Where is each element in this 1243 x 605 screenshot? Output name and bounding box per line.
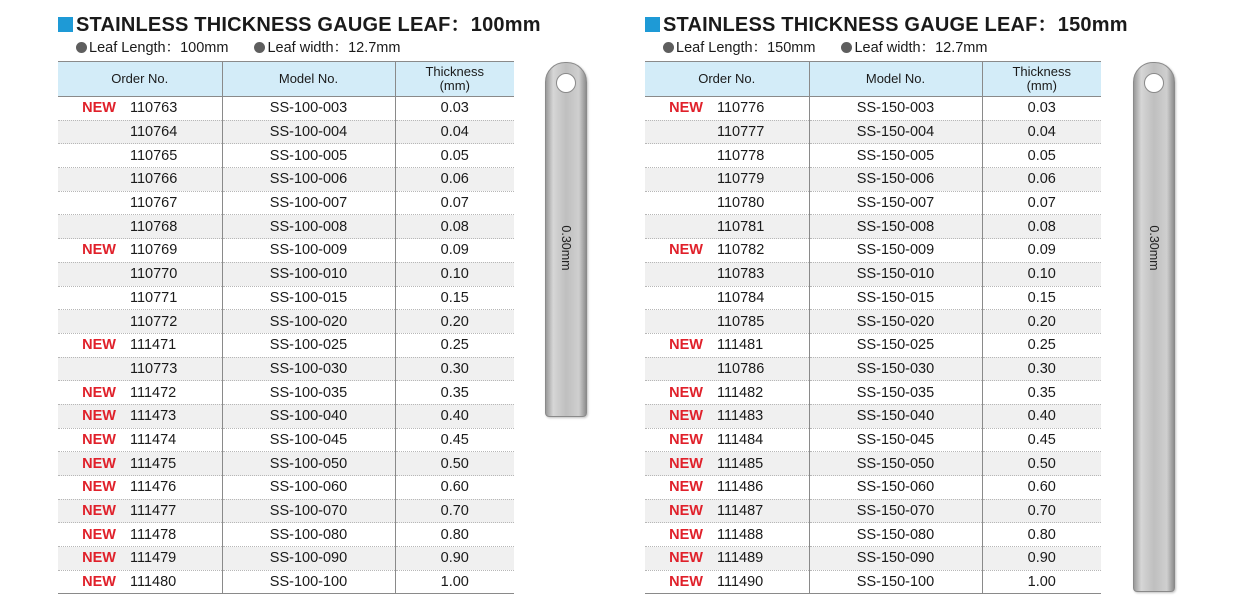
col-header-order: Order No. <box>645 62 809 97</box>
order-number: 110764 <box>130 124 178 141</box>
order-number: 110778 <box>717 147 765 164</box>
table-row <box>58 357 514 381</box>
table-row <box>58 499 514 523</box>
order-cell <box>58 547 222 571</box>
section-title-text: STAINLESS THICKNESS GAUGE LEAF：150mm <box>663 14 1128 36</box>
table-row <box>58 97 514 121</box>
model-number: SS-150-050 <box>809 452 982 476</box>
thickness-value: 0.50 <box>395 452 514 476</box>
table-row <box>645 452 1101 476</box>
thickness-value: 0.35 <box>395 381 514 405</box>
table-row <box>645 381 1101 405</box>
thickness-value: 0.25 <box>395 333 514 357</box>
model-number: SS-150-060 <box>809 476 982 500</box>
model-number: SS-100-050 <box>222 452 395 476</box>
bullet-dot-icon <box>663 42 674 53</box>
new-badge: NEW <box>669 242 703 259</box>
table-row <box>645 404 1101 428</box>
thickness-value: 0.45 <box>395 428 514 452</box>
order-cell <box>58 239 222 263</box>
order-number: 110786 <box>717 360 765 377</box>
thickness-value: 0.40 <box>395 404 514 428</box>
col-header-model: Model No. <box>809 62 982 97</box>
section-title <box>645 8 1128 37</box>
new-badge: NEW <box>669 479 703 496</box>
order-cell <box>58 191 222 215</box>
order-cell <box>645 168 809 192</box>
new-badge: NEW <box>669 384 703 401</box>
spec-leaf-length <box>76 40 228 56</box>
table-row <box>58 310 514 334</box>
new-badge: NEW <box>82 431 116 448</box>
section-title <box>58 8 541 37</box>
order-cell <box>58 499 222 523</box>
blue-square-icon <box>58 17 73 32</box>
spec-leaf-width <box>254 40 400 56</box>
spec-leaf-width-text: Leaf width：12.7mm <box>854 40 988 56</box>
order-number: 110781 <box>717 218 765 235</box>
bullet-dot-icon <box>76 42 87 53</box>
new-badge: NEW <box>669 550 703 567</box>
new-badge: NEW <box>82 526 116 543</box>
order-number: 110784 <box>717 289 765 306</box>
order-number: 111478 <box>130 526 177 543</box>
model-number: SS-150-007 <box>809 191 982 215</box>
thickness-value: 0.90 <box>982 547 1101 571</box>
order-cell <box>58 570 222 594</box>
thickness-value: 0.04 <box>982 120 1101 144</box>
order-number: 111473 <box>130 408 177 425</box>
table-row <box>645 144 1101 168</box>
order-number: 110769 <box>130 242 178 259</box>
table-row <box>645 191 1101 215</box>
order-number: 111476 <box>130 479 177 496</box>
table-row <box>645 97 1101 121</box>
order-number: 110777 <box>717 124 765 141</box>
col-header-thickness: Thickness (mm) <box>982 62 1101 97</box>
model-number: SS-150-020 <box>809 310 982 334</box>
model-number: SS-150-025 <box>809 333 982 357</box>
model-number: SS-150-045 <box>809 428 982 452</box>
thickness-value: 0.07 <box>395 191 514 215</box>
table-row <box>58 262 514 286</box>
order-number: 111479 <box>130 550 177 567</box>
table-row <box>58 120 514 144</box>
order-number: 110782 <box>717 242 765 259</box>
model-number: SS-100-005 <box>222 144 395 168</box>
thickness-value: 0.06 <box>395 168 514 192</box>
order-cell <box>58 144 222 168</box>
model-number: SS-100-030 <box>222 357 395 381</box>
leaf-hole <box>556 73 576 93</box>
order-cell <box>58 120 222 144</box>
order-number: 110770 <box>130 266 178 283</box>
thickness-value: 0.90 <box>395 547 514 571</box>
order-number: 110783 <box>717 266 765 283</box>
leaf-thickness-mark: 0.30mm <box>559 225 573 271</box>
order-cell <box>645 428 809 452</box>
new-badge: NEW <box>82 242 116 259</box>
thickness-value: 0.35 <box>982 381 1101 405</box>
order-number: 111485 <box>717 455 764 472</box>
thickness-value: 0.03 <box>395 97 514 121</box>
thickness-value: 0.15 <box>982 286 1101 310</box>
order-number: 110776 <box>717 100 765 117</box>
model-number: SS-150-004 <box>809 120 982 144</box>
gauge-leaf-illustration <box>1133 62 1175 592</box>
table-row <box>645 523 1101 547</box>
order-number: 110763 <box>130 100 178 117</box>
order-cell <box>645 333 809 357</box>
thickness-value: 0.06 <box>982 168 1101 192</box>
table-row <box>58 381 514 405</box>
table-row <box>645 570 1101 594</box>
order-cell <box>58 381 222 405</box>
thickness-value: 1.00 <box>395 570 514 594</box>
order-number: 110772 <box>130 313 178 330</box>
model-number: SS-150-100 <box>809 570 982 594</box>
table-row <box>645 262 1101 286</box>
thickness-value: 0.30 <box>395 357 514 381</box>
new-badge: NEW <box>82 550 116 567</box>
order-cell <box>58 523 222 547</box>
model-number: SS-150-008 <box>809 215 982 239</box>
table-row <box>58 191 514 215</box>
new-badge: NEW <box>82 408 116 425</box>
order-number: 111490 <box>717 574 764 591</box>
order-number: 111480 <box>130 574 177 591</box>
order-cell <box>58 452 222 476</box>
order-number: 110785 <box>717 313 765 330</box>
order-cell <box>645 286 809 310</box>
table-row <box>645 428 1101 452</box>
table-row <box>58 476 514 500</box>
table-row <box>58 286 514 310</box>
model-number: SS-100-090 <box>222 547 395 571</box>
order-cell <box>645 97 809 121</box>
model-number: SS-150-080 <box>809 523 982 547</box>
order-cell <box>645 310 809 334</box>
order-number: 111482 <box>717 384 764 401</box>
table-row <box>58 523 514 547</box>
col-header-model: Model No. <box>222 62 395 97</box>
model-number: SS-100-100 <box>222 570 395 594</box>
table-row <box>58 239 514 263</box>
model-number: SS-100-025 <box>222 333 395 357</box>
leaf-thickness-mark: 0.30mm <box>1147 225 1161 271</box>
thickness-value: 0.60 <box>395 476 514 500</box>
new-badge: NEW <box>669 337 703 354</box>
order-cell <box>645 120 809 144</box>
order-cell <box>645 570 809 594</box>
thickness-value: 0.09 <box>982 239 1101 263</box>
new-badge: NEW <box>82 100 116 117</box>
model-number: SS-150-009 <box>809 239 982 263</box>
order-cell <box>58 262 222 286</box>
new-badge: NEW <box>82 503 116 520</box>
thickness-value: 0.04 <box>395 120 514 144</box>
new-badge: NEW <box>82 479 116 496</box>
order-cell <box>645 499 809 523</box>
model-number: SS-100-040 <box>222 404 395 428</box>
col-header-thickness: Thickness (mm) <box>395 62 514 97</box>
thickness-value: 0.60 <box>982 476 1101 500</box>
spec-leaf-length-text: Leaf Length：100mm <box>89 40 229 56</box>
order-number: 110773 <box>130 360 178 377</box>
bullet-dot-icon <box>254 42 265 53</box>
spec-line <box>76 36 422 57</box>
thickness-value: 0.80 <box>395 523 514 547</box>
model-number: SS-150-030 <box>809 357 982 381</box>
order-cell <box>58 357 222 381</box>
model-number: SS-150-035 <box>809 381 982 405</box>
order-cell <box>58 476 222 500</box>
model-number: SS-100-008 <box>222 215 395 239</box>
thickness-value: 0.50 <box>982 452 1101 476</box>
order-cell <box>58 310 222 334</box>
spec-leaf-width <box>841 40 987 56</box>
thickness-value: 0.20 <box>395 310 514 334</box>
model-number: SS-150-090 <box>809 547 982 571</box>
order-number: 110765 <box>130 147 178 164</box>
model-number: SS-100-020 <box>222 310 395 334</box>
order-cell <box>645 547 809 571</box>
thickness-value: 0.70 <box>395 499 514 523</box>
model-number: SS-100-070 <box>222 499 395 523</box>
section-title-text: STAINLESS THICKNESS GAUGE LEAF：100mm <box>76 14 541 36</box>
table-row <box>645 286 1101 310</box>
spec-table <box>645 61 1101 594</box>
model-number: SS-150-010 <box>809 262 982 286</box>
order-number: 111486 <box>717 479 764 496</box>
order-cell <box>58 428 222 452</box>
model-number: SS-150-005 <box>809 144 982 168</box>
new-badge: NEW <box>82 455 116 472</box>
model-number: SS-100-060 <box>222 476 395 500</box>
new-badge: NEW <box>669 526 703 543</box>
order-cell <box>58 215 222 239</box>
thickness-value: 0.08 <box>982 215 1101 239</box>
order-number: 111487 <box>717 503 764 520</box>
table-row <box>58 404 514 428</box>
order-cell <box>645 262 809 286</box>
new-badge: NEW <box>669 503 703 520</box>
table-row <box>58 547 514 571</box>
leaf-hole <box>1144 73 1164 93</box>
thickness-value: 0.70 <box>982 499 1101 523</box>
model-number: SS-100-003 <box>222 97 395 121</box>
table-row <box>58 452 514 476</box>
order-number: 111484 <box>717 431 764 448</box>
table-row <box>58 215 514 239</box>
model-number: SS-100-015 <box>222 286 395 310</box>
spec-leaf-width-text: Leaf width：12.7mm <box>267 40 401 56</box>
thickness-value: 0.40 <box>982 404 1101 428</box>
order-number: 111481 <box>717 337 764 354</box>
order-cell <box>645 381 809 405</box>
new-badge: NEW <box>669 455 703 472</box>
table-row <box>645 310 1101 334</box>
order-cell <box>645 523 809 547</box>
order-cell <box>58 333 222 357</box>
table-row <box>645 120 1101 144</box>
model-number: SS-100-007 <box>222 191 395 215</box>
new-badge: NEW <box>82 574 116 591</box>
table-row <box>645 547 1101 571</box>
order-number: 111474 <box>130 431 177 448</box>
table-row <box>645 476 1101 500</box>
thickness-value: 0.05 <box>395 144 514 168</box>
order-cell <box>645 357 809 381</box>
model-number: SS-150-006 <box>809 168 982 192</box>
table-row <box>58 168 514 192</box>
model-number: SS-150-003 <box>809 97 982 121</box>
thickness-value: 0.09 <box>395 239 514 263</box>
new-badge: NEW <box>669 100 703 117</box>
order-cell <box>645 215 809 239</box>
new-badge: NEW <box>82 337 116 354</box>
table-row <box>58 333 514 357</box>
model-number: SS-100-080 <box>222 523 395 547</box>
order-cell <box>58 97 222 121</box>
order-number: 111488 <box>717 526 764 543</box>
table-row <box>645 215 1101 239</box>
order-number: 111483 <box>717 408 764 425</box>
order-number: 111477 <box>130 503 177 520</box>
order-number: 110767 <box>130 195 178 212</box>
new-badge: NEW <box>669 431 703 448</box>
order-cell <box>58 404 222 428</box>
order-cell <box>645 191 809 215</box>
thickness-value: 0.08 <box>395 215 514 239</box>
thickness-value: 0.30 <box>982 357 1101 381</box>
thickness-value: 1.00 <box>982 570 1101 594</box>
table-row <box>645 357 1101 381</box>
table-row <box>58 570 514 594</box>
table-row <box>645 333 1101 357</box>
model-number: SS-150-015 <box>809 286 982 310</box>
thickness-value: 0.05 <box>982 144 1101 168</box>
table-row <box>58 144 514 168</box>
table-row <box>645 239 1101 263</box>
thickness-value: 0.20 <box>982 310 1101 334</box>
order-cell <box>645 239 809 263</box>
thickness-value: 0.80 <box>982 523 1101 547</box>
spec-line <box>663 36 1009 57</box>
thickness-value: 0.45 <box>982 428 1101 452</box>
spec-leaf-length <box>663 40 815 56</box>
table-row <box>58 428 514 452</box>
new-badge: NEW <box>669 408 703 425</box>
thickness-value: 0.15 <box>395 286 514 310</box>
order-cell <box>645 404 809 428</box>
blue-square-icon <box>645 17 660 32</box>
order-number: 110771 <box>130 289 178 306</box>
thickness-value: 0.07 <box>982 191 1101 215</box>
order-cell <box>645 144 809 168</box>
model-number: SS-100-035 <box>222 381 395 405</box>
order-number: 111489 <box>717 550 764 567</box>
thickness-value: 0.25 <box>982 333 1101 357</box>
model-number: SS-100-004 <box>222 120 395 144</box>
spec-leaf-length-text: Leaf Length：150mm <box>676 40 816 56</box>
order-number: 110768 <box>130 218 178 235</box>
thickness-value: 0.03 <box>982 97 1101 121</box>
bullet-dot-icon <box>841 42 852 53</box>
order-cell <box>58 286 222 310</box>
new-badge: NEW <box>669 574 703 591</box>
order-number: 110780 <box>717 195 765 212</box>
order-cell <box>645 476 809 500</box>
model-number: SS-150-070 <box>809 499 982 523</box>
gauge-leaf-illustration <box>545 62 587 417</box>
thickness-value: 0.10 <box>982 262 1101 286</box>
order-number: 110779 <box>717 171 765 188</box>
order-number: 111471 <box>130 337 177 354</box>
model-number: SS-100-045 <box>222 428 395 452</box>
new-badge: NEW <box>82 384 116 401</box>
order-number: 111472 <box>130 384 177 401</box>
thickness-value: 0.10 <box>395 262 514 286</box>
order-cell <box>645 452 809 476</box>
col-header-order: Order No. <box>58 62 222 97</box>
order-cell <box>58 168 222 192</box>
model-number: SS-100-009 <box>222 239 395 263</box>
table-row <box>645 499 1101 523</box>
model-number: SS-100-010 <box>222 262 395 286</box>
model-number: SS-100-006 <box>222 168 395 192</box>
model-number: SS-150-040 <box>809 404 982 428</box>
order-number: 110766 <box>130 171 178 188</box>
order-number: 111475 <box>130 455 177 472</box>
table-row <box>645 168 1101 192</box>
spec-table <box>58 61 514 594</box>
